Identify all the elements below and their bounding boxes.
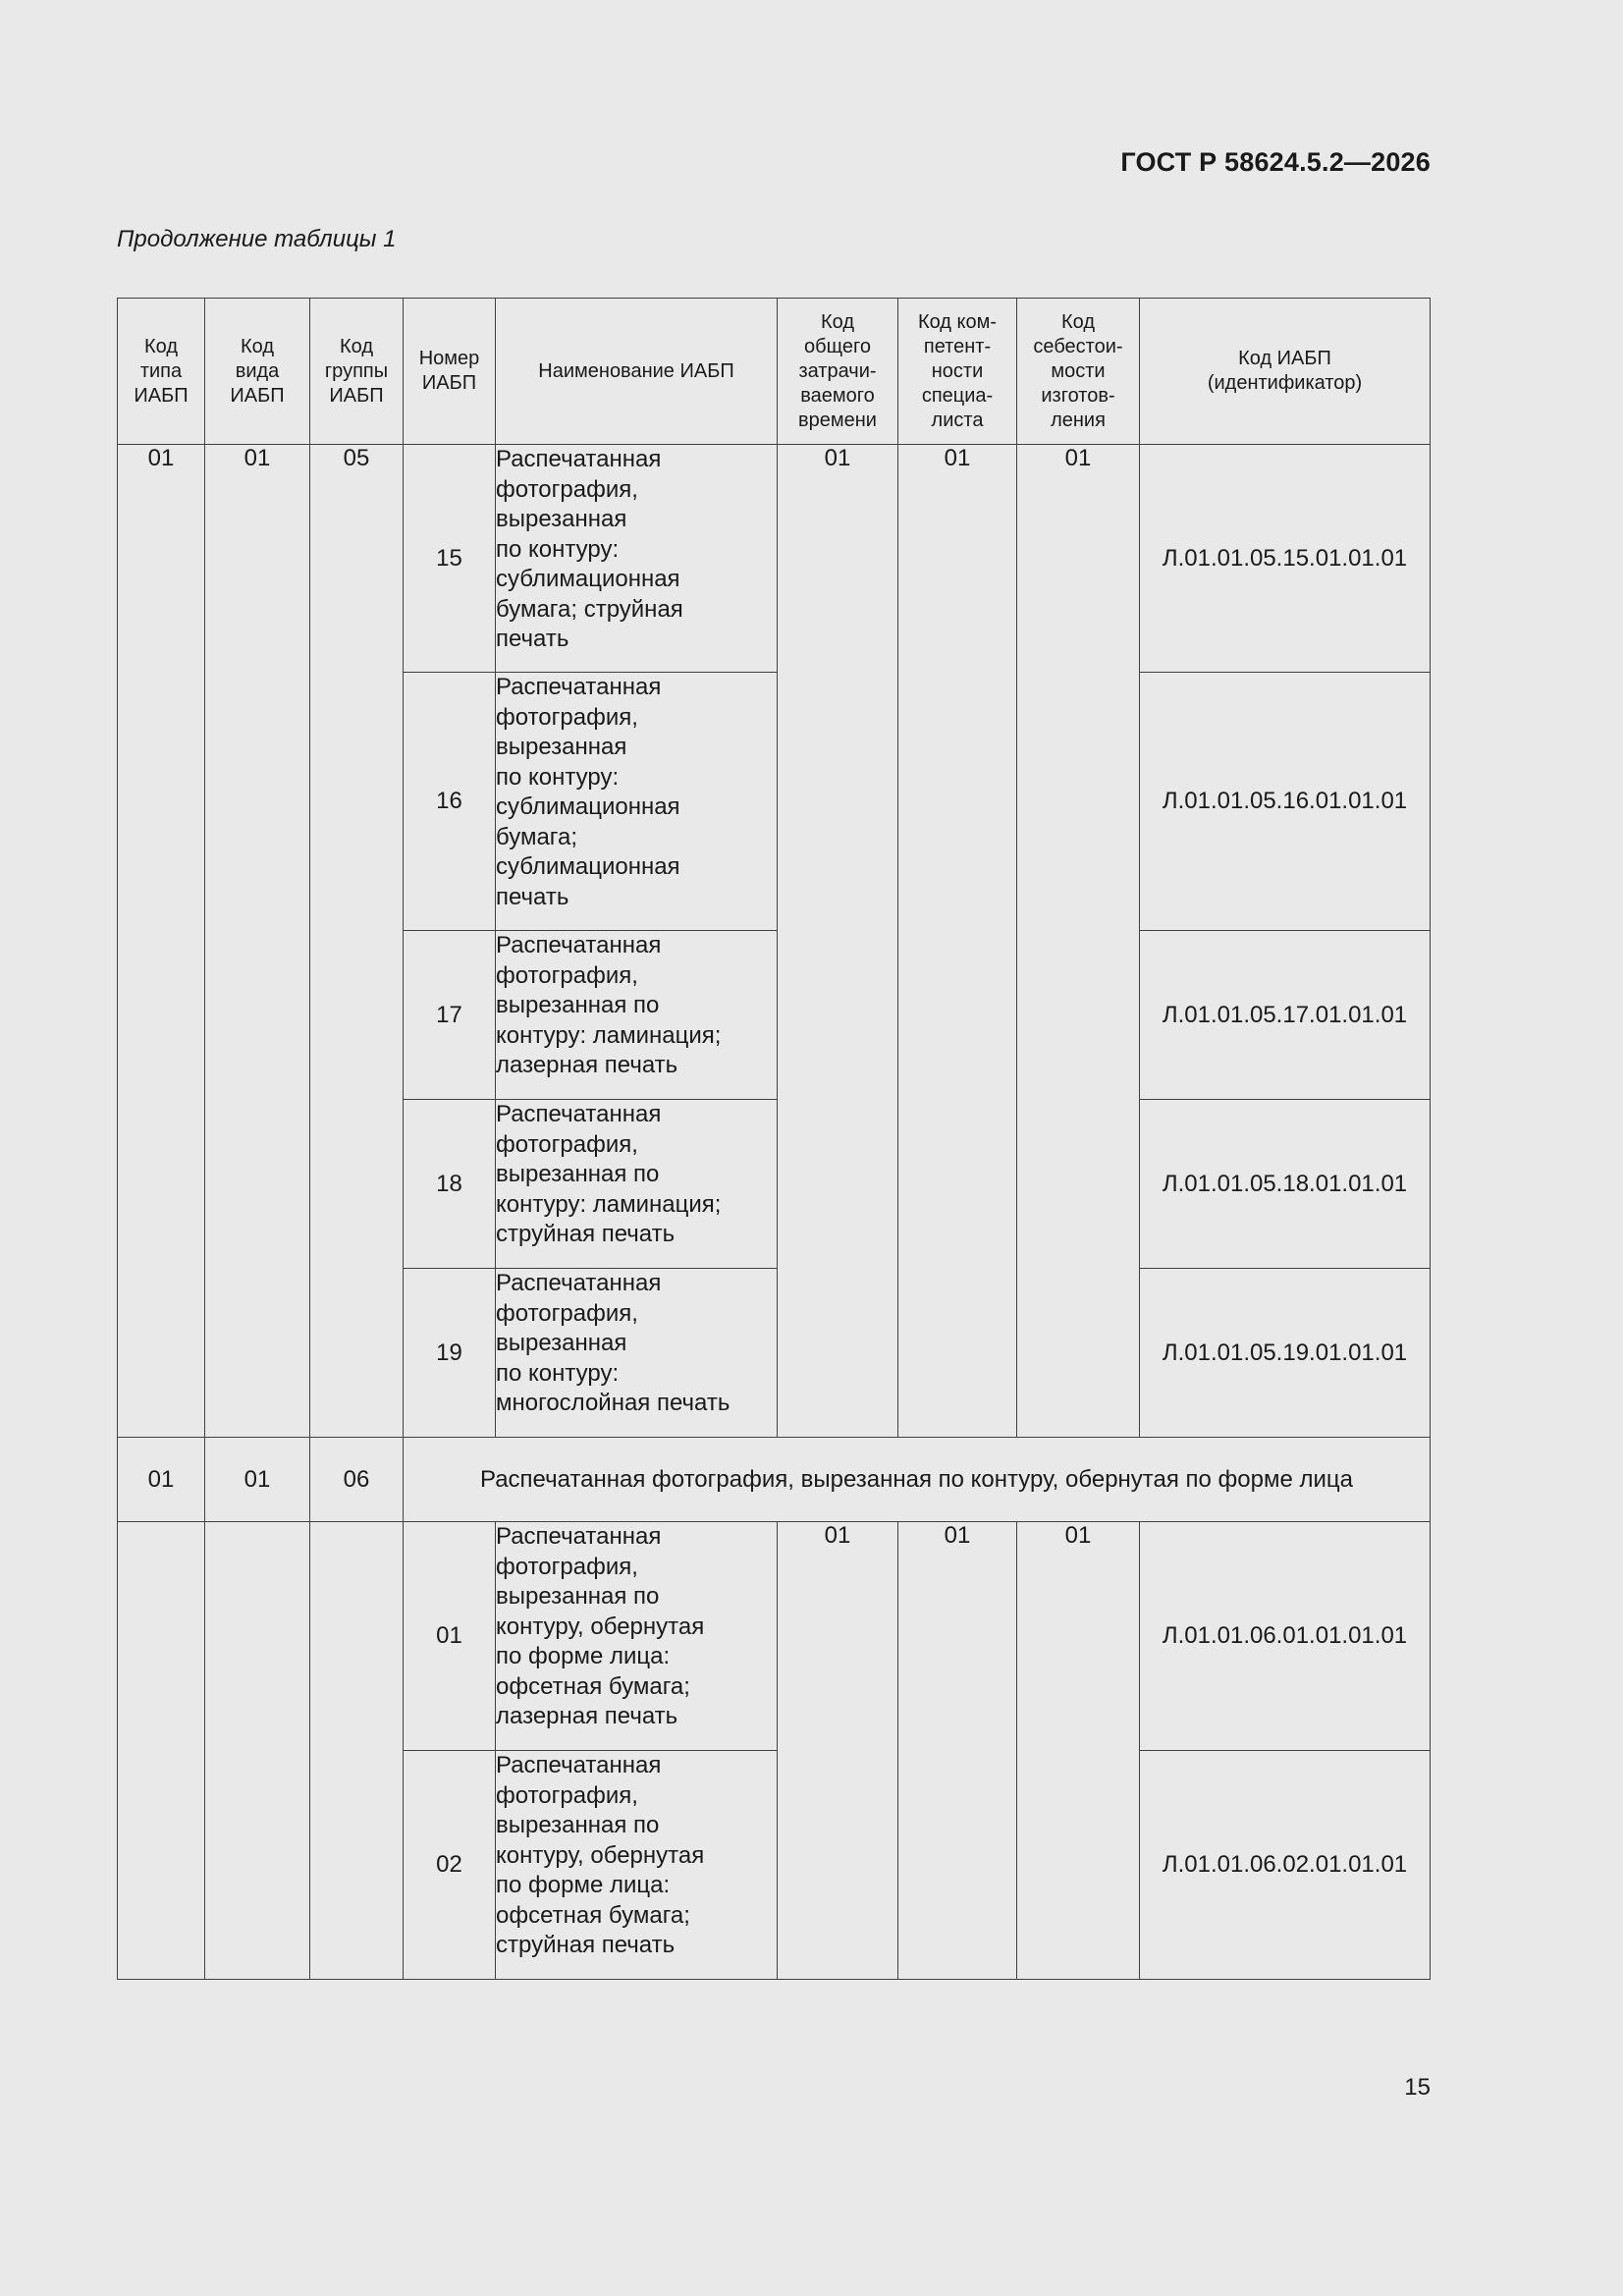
identifier-cell: Л.01.01.06.01.01.01.01 (1140, 1522, 1431, 1751)
identifier-cell: Л.01.01.05.18.01.01.01 (1140, 1100, 1431, 1269)
header-type-code: Код типа ИАБП (118, 299, 205, 445)
identifier-cell: Л.01.01.05.19.01.01.01 (1140, 1269, 1431, 1438)
group-code-cell: 05 (310, 445, 404, 1438)
header-identifier: Код ИАБП (идентификатор) (1140, 299, 1431, 445)
table-row (118, 1522, 1431, 1751)
number-cell: 19 (404, 1269, 496, 1438)
identifier-cell: Л.01.01.05.15.01.01.01 (1140, 445, 1431, 673)
kind-code-cell: 01 (205, 445, 310, 1438)
header-kind-code: Код вида ИАБП (205, 299, 310, 445)
competence-code-cell: 01 (898, 445, 1017, 1438)
table-header-row (118, 299, 1431, 445)
header-number: Номер ИАБП (404, 299, 496, 445)
header-name: Наименование ИАБП (496, 299, 778, 445)
header-group-code: Код группы ИАБП (310, 299, 404, 445)
number-cell: 02 (404, 1751, 496, 1980)
kind-code-cell: 01 (205, 1438, 310, 1522)
classification-table (117, 298, 1431, 1980)
group-code-cell: 06 (310, 1438, 404, 1522)
number-cell: 15 (404, 445, 496, 673)
type-code-cell: 01 (118, 1438, 205, 1522)
cost-code-cell: 01 (1017, 445, 1140, 1438)
kind-code-cell (205, 1522, 310, 1980)
table-row (118, 445, 1431, 673)
header-competence-code: Код ком- петент- ности специа- листа (898, 299, 1017, 445)
name-cell: Распечатанная фотография, вырезанная по контуру: сублимационная бумага; сублимационная печать (496, 673, 778, 931)
name-cell: Распечатанная фотография, вырезанная по контуру: многослойная печать (496, 1269, 778, 1438)
type-code-cell (118, 1522, 205, 1980)
number-cell: 18 (404, 1100, 496, 1269)
number-cell: 16 (404, 673, 496, 931)
name-cell: Распечатанная фотография, вырезанная по контуру, обернутая по форме лица: офсетная бумага; лазерная печать (496, 1522, 778, 1751)
header-time-code: Код общего затрачи- ваемого времени (778, 299, 898, 445)
identifier-cell: Л.01.01.06.02.01.01.01 (1140, 1751, 1431, 1980)
header-cost-code: Код себестои- мости изготов- ления (1017, 299, 1140, 445)
name-cell: Распечатанная фотография, вырезанная по контуру: ламинация; лазерная печать (496, 931, 778, 1100)
group-title-cell: Распечатанная фотография, вырезанная по контуру, обернутая по форме лица (404, 1438, 1431, 1522)
identifier-cell: Л.01.01.05.16.01.01.01 (1140, 673, 1431, 931)
time-code-cell: 01 (778, 445, 898, 1438)
number-cell: 01 (404, 1522, 496, 1751)
document-code: ГОСТ Р 58624.5.2—2026 (1120, 147, 1431, 177)
page-number: 15 (1404, 2074, 1431, 2101)
table-continuation-caption: Продолжение таблицы 1 (117, 226, 397, 252)
name-cell: Распечатанная фотография, вырезанная по контуру, обернутая по форме лица: офсетная бумага; струйная печать (496, 1751, 778, 1980)
identifier-cell: Л.01.01.05.17.01.01.01 (1140, 931, 1431, 1100)
number-cell: 17 (404, 931, 496, 1100)
type-code-cell: 01 (118, 445, 205, 1438)
name-cell: Распечатанная фотография, вырезанная по контуру: сублимационная бумага; струйная печать (496, 445, 778, 673)
group-title-row (118, 1438, 1431, 1522)
time-code-cell: 01 (778, 1522, 898, 1980)
name-cell: Распечатанная фотография, вырезанная по контуру: ламинация; струйная печать (496, 1100, 778, 1269)
group-code-cell (310, 1522, 404, 1980)
competence-code-cell: 01 (898, 1522, 1017, 1980)
cost-code-cell: 01 (1017, 1522, 1140, 1980)
